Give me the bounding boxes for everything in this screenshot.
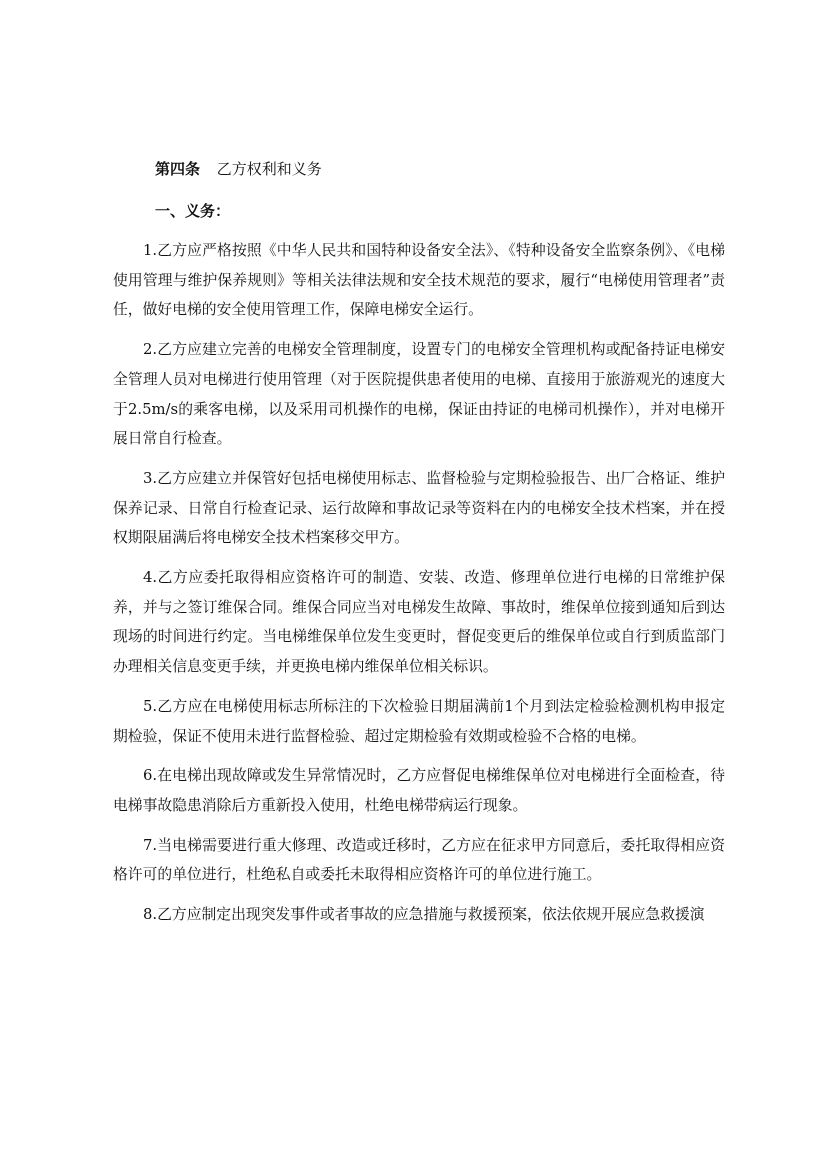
section-heading: 一、义务： bbox=[155, 202, 231, 220]
obligation-paragraph-8: 8.乙方应制定出现突发事件或者事故的应急措施与救援预案，依法依规开展应急救援演 bbox=[143, 906, 705, 924]
obligation-paragraph-5: 5.乙方应在电梯使用标志所标注的下次检验日期届满前1个月到法定检验检测机构申报定期检验，保证不使用未进行监督检验、超过定期检验有效期或检验不合格的电梯。 bbox=[113, 697, 725, 745]
article-title: 乙方权利和义务 bbox=[216, 160, 322, 178]
obligations-list bbox=[113, 236, 725, 930]
obligation-paragraph-7: 7.当电梯需要进行重大修理、改造或迁移时，乙方应在征求甲方同意后，委托取得相应资格许可的单位进行，杜绝私自或委托未取得相应资格许可的单位进行施工。 bbox=[113, 836, 725, 884]
article-number: 第四条 bbox=[155, 160, 201, 178]
article-heading bbox=[113, 154, 725, 184]
obligation-paragraph-1: 1.乙方应严格按照《中华人民共和国特种设备安全法》、《特种设备安全监察条例》、《电梯使用管理与维护保养规则》等相关法律法规和安全技术规范的要求，履行“电梯使用管理者”责任，做好电梯的安全使用管理工作，保障电梯安全运行。 bbox=[113, 242, 725, 319]
document-body bbox=[113, 154, 725, 940]
obligation-paragraph-6: 6.在电梯出现故障或发生异常情况时，乙方应督促电梯维保单位对电梯进行全面检查，待电梯事故隐患消除后方重新投入使用，杜绝电梯带病运行现象。 bbox=[113, 767, 725, 814]
obligation-paragraph-2: 2.乙方应建立完善的电梯安全管理制度，设置专门的电梯安全管理机构或配备持证电梯安全管理人员对电梯进行使用管理（对于医院提供患者使用的电梯、直接用于旅游观光的速度大于2.5m/s的乘客电梯，以及采用司机操作的电梯，保证由持证的电梯司机操作），并对电梯开展日常自行检查。 bbox=[113, 341, 725, 448]
obligation-paragraph-3: 3.乙方应建立并保管好包括电梯使用标志、监督检验与定期检验报告、出厂合格证、维护保养记录、日常自行检查记录、运行故障和事故记录等资料在内的电梯安全技术档案，并在授权期限届满后将电梯安全技术档案移交甲方。 bbox=[113, 469, 725, 547]
obligation-paragraph-4: 4.乙方应委托取得相应资格许可的制造、安装、改造、修理单位进行电梯的日常维护保养，并与之签订维保合同。维保合同应当对电梯发生故障、事故时，维保单位接到通知后到达现场的时间进行约定。当电梯维保单位发生变更时，督促变更后的维保单位或自行到质监部门办理相关信息变更手续，并更换电梯内维保单位相关标识。 bbox=[113, 569, 725, 676]
